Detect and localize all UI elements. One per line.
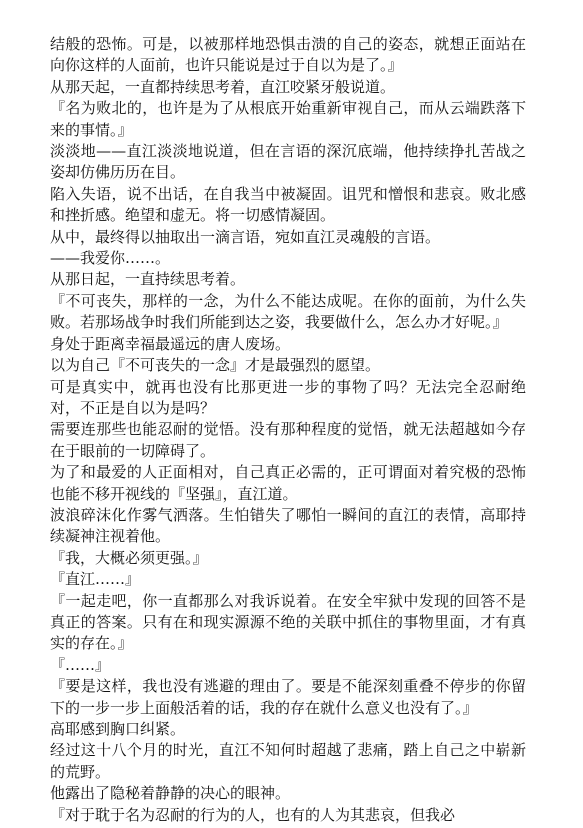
paragraph: 淡淡地——直江淡淡地说道，但在言语的深沉底端，他持续挣扎苦战之姿却仿佛历历在目。 (50, 142, 526, 182)
paragraph: 『不可丧失，那样的一念，为什么不能达成呢。在你的面前，为什么失败。若那场战争时我们所能到达之姿，我要做什么，怎么办才好呢。』 (50, 291, 526, 332)
paragraph: 陷入失语，说不出话，在自我当中被凝固。诅咒和憎恨和悲哀。败北感和挫折感。绝望和虚无。将一切感情凝固。 (50, 184, 526, 225)
paragraph: 『直江……』 (50, 570, 141, 589)
paragraph: 高耶感到胸口纠紧。 (50, 720, 186, 738)
paragraph: 『我，大概必须更强。』 (50, 548, 208, 567)
paragraph: 需要连那些也能忍耐的觉悟。没有那种程度的觉悟，就无法超越如今存在于眼前的一切障碍了。 (50, 420, 526, 460)
novel-text-body (50, 34, 526, 826)
paragraph: 可是真实中，就再也没有比那更进一步的事物了吗？无法完全忍耐绝对，不正是自以为是吗？ (50, 377, 526, 417)
paragraph: 从那日起，一直持续思考着。 (50, 270, 246, 289)
paragraph: 『一起走吧，你一直都那么对我诉说着。在安全牢狱中发现的回答不是真正的答案。只有在和现实源源不绝的关联中抓住的事物里面，才有真实的存在。』 (50, 591, 526, 653)
paragraph: 为了和最爱的人正面相对，自己真正必需的，正可谓面对着究极的恐怖也能不移开视线的『坚强』，直江道。 (50, 463, 526, 503)
paragraph: 『名为败北的，也许是为了从根底开始重新审视自己，而从云端跌落下来的事情。』 (50, 99, 526, 139)
paragraph: 波浪碎沫化作雾气洒落。生怕错失了哪怕一瞬间的直江的表情，高耶持续凝神注视着他。 (50, 505, 526, 546)
paragraph: 『要是这样，我也没有逃避的理由了。要是不能深刻重叠不停步的你留下的一步一步上面般活着的话，我的存在就什么意义也没有了。』 (50, 677, 526, 717)
paragraph: ——我爱你……。 (50, 249, 171, 268)
paragraph: 从中，最终得以抽取出一滴言语，宛如直江灵魂般的言语。 (50, 227, 441, 246)
paragraph: 身处于距离幸福最遥远的唐人废场。 (50, 334, 291, 353)
paragraph: 从那天起，一直都持续思考着，直江咬紧牙般说道。 (50, 77, 396, 96)
paragraph: 结般的恐怖。可是，以被那样地恐惧击溃的自己的姿态，就想正面站在向你这样的人面前，也许只能说是过于自以为是了。』 (50, 35, 526, 75)
paragraph: 『对于耽于名为忍耐的行为的人，也有的人为其悲哀，但我必 (50, 805, 456, 824)
paragraph: 他露出了隐秘着静静的决心的眼神。 (50, 784, 291, 803)
paragraph: 经过这十八个月的时光，直江不知何时超越了悲痛，踏上自己之中崭新的荒野。 (50, 741, 526, 781)
paragraph: 『……』 (50, 655, 111, 674)
paragraph: 以为自己『不可丧失的一念』才是最强烈的愿望。 (50, 356, 381, 375)
